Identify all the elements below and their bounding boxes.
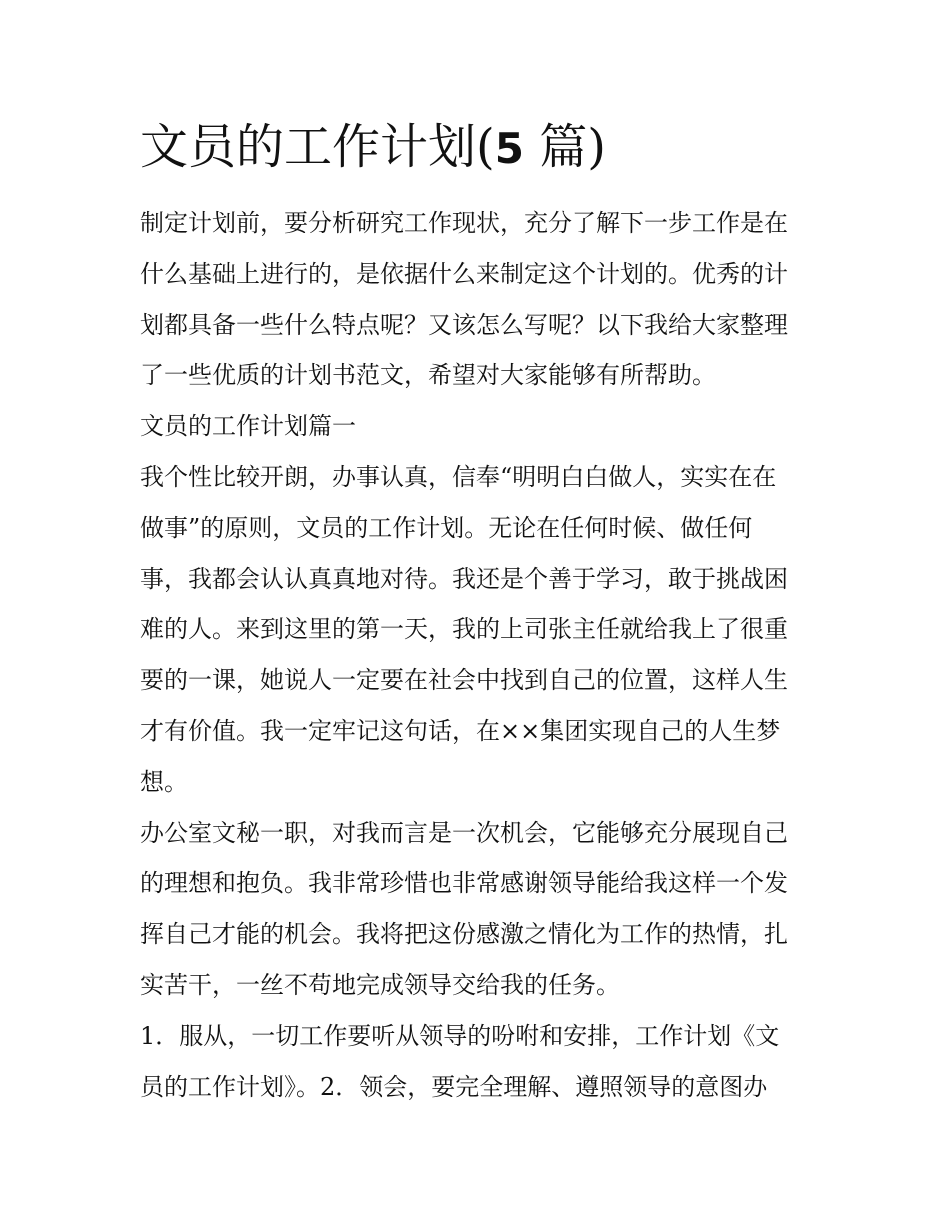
title-number: 5 bbox=[494, 124, 524, 173]
text-line: 办公室文秘一职，对我而言是一次机会，它能够充分展现自己 bbox=[140, 818, 788, 847]
text-line: 制定计划前，要分析研究工作现状，充分了解下一步工作是在 bbox=[140, 209, 788, 237]
document-body bbox=[140, 198, 824, 1112]
section-heading: 文员的工作计划篇一 bbox=[140, 412, 356, 441]
text-line: 才有价值。我一定牢记这句话，在××集团实现自己的人生梦 bbox=[140, 716, 781, 745]
text-line: 员的工作计划》。2．领会，要完全理解、遵照领导的意图办 bbox=[140, 1072, 768, 1101]
text-line: 要的一课，她说人一定要在社会中找到自己的位置，这样人生 bbox=[140, 666, 788, 695]
text-line: 了一些优质的计划书范文，希望对大家能够有所帮助。 bbox=[140, 361, 716, 390]
text-line: 实苦干，一丝不苟地完成领导交给我的任务。 bbox=[140, 970, 620, 999]
text-line: 1．服从，一切工作要听从领导的吩咐和安排，工作计划《文 bbox=[140, 1021, 780, 1050]
text-line: 的理想和抱负。我非常珍惜也非常感谢领导能给我这样一个发 bbox=[140, 869, 788, 898]
text-line: 我个性比较开朗，办事认真，信奉“明明白白做人，实实在在 bbox=[140, 462, 777, 491]
title-text: 文员的工作计划( bbox=[140, 119, 495, 175]
title-suffix: 篇) bbox=[523, 119, 606, 175]
text-line: 想。 bbox=[140, 767, 188, 796]
text-line: 什么基础上进行的，是依据什么来制定这个计划的。优秀的计 bbox=[140, 259, 788, 288]
document-title bbox=[140, 112, 840, 184]
text-line: 事，我都会认认真真地对待。我还是个善于学习，敢于挑战困 bbox=[140, 564, 788, 593]
text-line: 挥自己才能的机会。我将把这份感激之情化为工作的热情，扎 bbox=[140, 920, 788, 949]
text-line: 做事”的原则，文员的工作计划。无论在任何时候、做任何 bbox=[140, 513, 753, 542]
text-line: 划都具备一些什么特点呢？又该怎么写呢？以下我给大家整理 bbox=[140, 310, 788, 339]
text-line: 难的人。来到这里的第一天，我的上司张主任就给我上了很重 bbox=[140, 615, 788, 644]
